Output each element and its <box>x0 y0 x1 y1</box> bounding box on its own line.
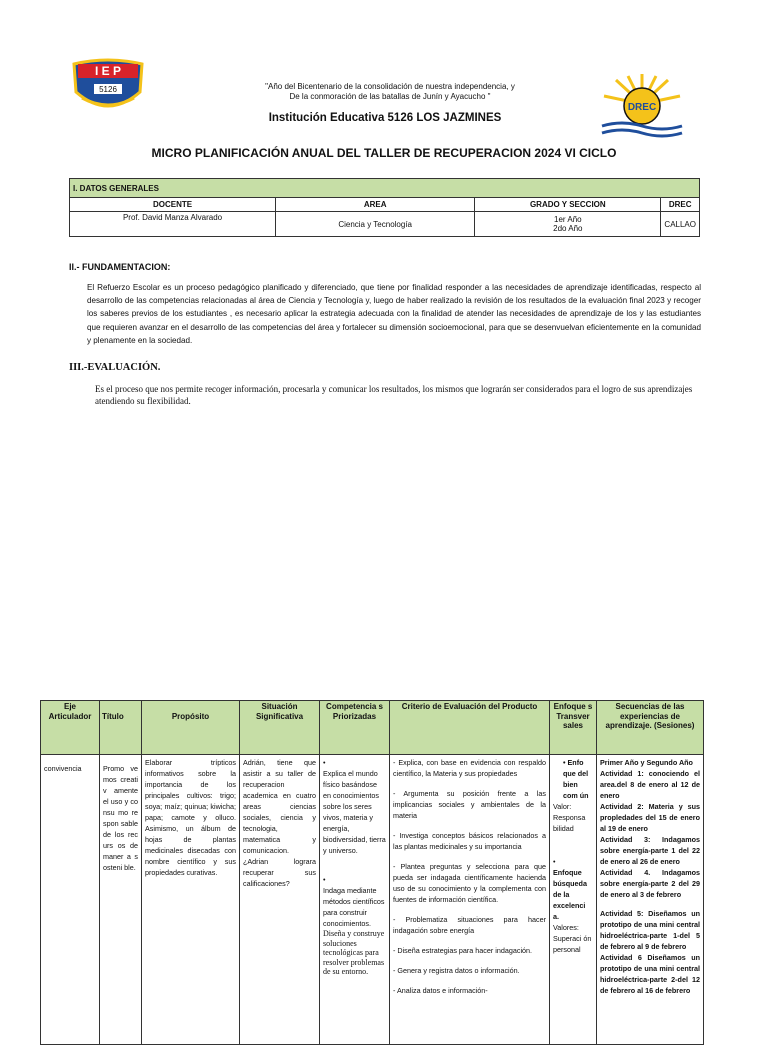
grado-1: 1er Año <box>554 215 582 224</box>
evaluacion-text: Es el proceso que nos permite recoger información, procesarla y comunicar los resultados, los mismos que lograrán ser considerados para el logro de sus aprendizajes atendiendo su flexibilidad. <box>95 384 693 406</box>
bullet-icon: • <box>553 857 556 866</box>
evaluacion-heading: III.-EVALUACIÓN. <box>69 362 161 373</box>
cell-secuencias <box>597 755 704 1045</box>
header-secuencias: Secuencias de las experiencias de aprendizaje. (Sesiones) <box>597 701 704 755</box>
criterio-item: - Investiga conceptos básicos relacionados a las plantas medicinales y su importancia <box>393 831 546 851</box>
sequence-item: Actividad 5: Diseñamos un prototipo de una mini central hidroeléctrica-parte 1-del 5 de febrero al 9 de febrero <box>600 909 700 951</box>
competencia-1: Explica el mundo físico basándose en conocimientos sobre los seres vivos, materia y energía, biodiversidad, tierra y universo. <box>323 769 386 855</box>
cell-titulo: Promo vemos creativ amente el uso y consu mo respon sable de los recurs os de maner a sosteni ble. <box>100 755 142 1045</box>
sequence-item: Actividad 3: Indagamos sobre energía-parte 1 del 22 de enero al 26 de enero <box>600 835 700 866</box>
grado-value <box>475 212 661 237</box>
general-data-heading: I. DATOS GENERALES <box>70 179 700 198</box>
criterio-item: - Problematiza situaciones para hacer indagación sobre energía <box>393 915 546 935</box>
motto-line-1: "Año del Bicentenario de la consolidación de nuestra independencia, y <box>265 82 515 91</box>
document-title: MICRO PLANIFICACIÓN ANUAL DEL TALLER DE RECUPERACION 2024 VI CICLO <box>151 146 617 160</box>
bullet-icon: • <box>563 758 568 767</box>
area-value: Ciencia y Tecnología <box>276 212 475 237</box>
header-titulo: Título <box>100 701 142 755</box>
cell-criterios <box>390 755 550 1045</box>
competencia-3: Diseña y construye soluciones tecnológicas para resolver problemas de su entorno. <box>323 929 385 976</box>
general-data-table <box>69 178 700 237</box>
cell-eje: convivencia <box>41 755 100 1045</box>
cell-situacion: Adrián, tiene que asistir a su taller de recuperacion academica en cuatro areas ciencias sociales, ciencia y tecnologia, matematica y comunicacion. ¿Adrian lograra recuperar sus calificaciones? <box>240 755 320 1045</box>
sequence-item: Actividad 1: conociendo el area.del 8 de enero al 12 de enero <box>600 769 700 800</box>
logo-left-text: I E P <box>94 64 122 78</box>
sequence-item: Primer Año y Segundo Año <box>600 758 693 767</box>
planning-table <box>40 700 704 1045</box>
bullet-icon: • <box>323 758 326 767</box>
sequence-item: Actividad 4. Indagamos sobre energía-parte 2 del 29 de enero al 3 de febrero <box>600 868 700 899</box>
header-proposito: Propósito <box>142 701 240 755</box>
col-header-drec: DREC <box>661 198 700 212</box>
logo-right-text: DREC <box>627 102 657 113</box>
criterio-item: - Diseña estrategias para hacer indagación. <box>393 946 533 955</box>
year-motto <box>225 82 555 102</box>
cell-proposito: Elaborar trípticos informativos sobre la importancia de los principales cultivos: trigo; soya; maíz; quinua; kiwicha; papa; camote y olluco. Asimismo, un álbum de hojas de plantas medicinales disecadas con nombre científico y sus propiedades curativas. <box>142 755 240 1045</box>
fundamentacion-heading: II.- FUNDAMENTACION: <box>69 262 171 272</box>
header-situacion: Situación Significativa <box>240 701 320 755</box>
drec-logo <box>596 72 688 142</box>
school-shield-logo <box>68 58 148 116</box>
col-header-area: AREA <box>276 198 475 212</box>
sequence-item: Actividad 2: Materia y sus propledades del 15 de enero al 19 de enero <box>600 802 700 833</box>
enfoque-2: Enfoque búsqueda de la excelenci a. <box>553 868 587 921</box>
competencia-2: Indaga mediante métodos científicos para construir conocimientos. <box>323 886 385 928</box>
criterio-item: - Plantea preguntas y selecciona para que pueda ser indagada científicamente hacienda uso de su conocimiento y la complementa con fuentes de información científica. <box>393 862 546 904</box>
header-eje: Eje Articulador <box>41 701 100 755</box>
grado-2: 2do Año <box>553 224 583 233</box>
valor-2: Valores: Superaci ón personal <box>553 923 592 954</box>
docente-value: Prof. David Manza Alvarado <box>70 212 276 237</box>
col-header-grado: GRADO Y SECCION <box>475 198 661 212</box>
header-criterio: Criterio de Evaluación del Producto <box>390 701 550 755</box>
criterio-item: - Analiza datos e información- <box>393 986 488 995</box>
fundamentacion-text: El Refuerzo Escolar es un proceso pedagógico planificado y diferenciado, que tiene por finalidad responder a las necesidades de aprendizaje identificadas, respecto al desarrollo de las competencias relacionadas al área de Ciencia y Tecnología y, luego de haber realizado la revisión de los resultados de la evaluación final 2023 y recoger los saberes previos de los estudiantes , es necesario aplicar la estrategia adecuada con la finalidad de atender las necesidades de aprendizaje de los y las estudiantes que requieren avanzar en el desarrollo de las competencias del área y fortalecer su dimensión socioemocional, para que se desenvuelvan eficientemente en la comunidad y plenamente en la sociedad. <box>87 283 701 345</box>
planning-row <box>41 755 704 1045</box>
logo-left-number: 5126 <box>99 85 117 94</box>
header-competencias: Competencia s Priorizadas <box>320 701 390 755</box>
col-header-docente: DOCENTE <box>70 198 276 212</box>
drec-value: CALLAO <box>661 212 700 237</box>
institution-name: Institución Educativa 5126 LOS JAZMINES <box>268 112 502 124</box>
sequence-item: Actividad 6 Diseñamos un prototipo de una mini central hidroeléctrica-parte 2-del 12 de febrero al 16 de febrero <box>600 953 700 995</box>
criterio-item: - Explica, con base en evidencia con respaldo científico, la Materia y sus propiedades <box>393 758 546 778</box>
cell-enfoques <box>550 755 597 1045</box>
planning-header-row <box>41 701 704 755</box>
enfoque-1: • Enfo que del bien com ún <box>563 758 589 800</box>
criterio-item: - Argumenta su posición frente a las implicancias sociales y ambientales de la materia <box>393 789 546 820</box>
motto-line-2: De la conmoración de las batallas de Junín y Ayacucho " <box>289 92 491 101</box>
cell-competencias <box>320 755 390 1045</box>
criterio-item: - Genera y registra datos o información. <box>393 966 520 975</box>
valor-1: Valor: Responsa bilidad <box>553 802 586 833</box>
bullet-icon: • <box>323 875 326 884</box>
header-enfoques: Enfoque s Transver sales <box>550 701 597 755</box>
